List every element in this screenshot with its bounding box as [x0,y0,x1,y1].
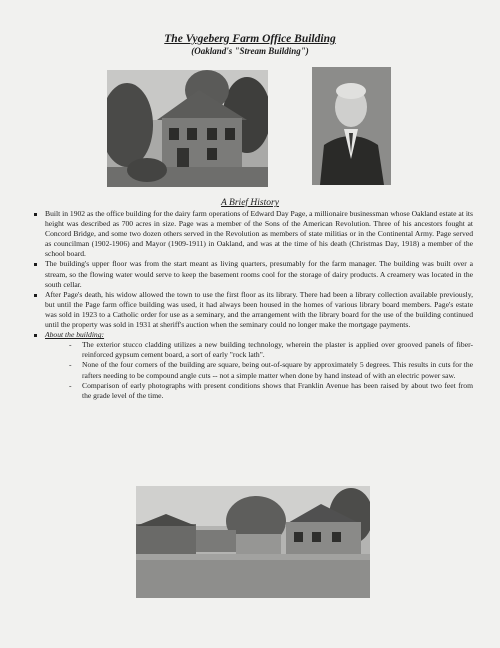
about-heading-item [33,330,473,340]
history-item: The building's upper floor was from the start meant as living quarters, presumably for the farm manager. The building was built over a stream, so the flowing water would serve to keep the basement rooms cool for the storage of dairy products. A creamery was located in the south cellar. [33,259,473,289]
about-item: - Comparison of early photographs with present conditions shows that Franklin Avenue has been raised by about two feet from the grade level of the time. [69,381,473,401]
about-item: - None of the four corners of the building are square, being out-of-square by approximately 5 degrees. This results in cuts for the rafters needing to be compound angle cuts -- not a simple matter when done by hand instead of with an electric power saw. [69,360,473,380]
history-item: After Page's death, his widow allowed the town to use the first floor as its library. There had been a library collection available previously, but until the Page farm office building was used, it had always been housed in the homes of various library board members. Page's estate was sold in 1923 to a Catholic order for use as a seminary, and the arrangement with the library board for the use of the building continued until the property was sold in 1931 at sheriff's auction when the seminary could no longer make the mortgage payments. [33,290,473,330]
about-item: - The exterior stucco cladding utilizes a new building technology, wherein the plaster is applied over grooved panels of fiber-reinforced gypsum cement board, a sort of early "rock lath". [69,340,473,360]
document-subtitle: (Oakland's "Stream Building") [191,46,309,56]
building-photo [107,70,268,187]
portrait-photo [312,67,391,185]
document-title: The Vygeberg Farm Office Building [164,33,336,45]
history-list [33,209,473,401]
history-item: Built in 1902 as the office building for the dairy farm operations of Edward Day Page, a millionaire businessman whose Oakland estate at its height was described as 700 acres in size. Page was a member of the Sons of the American Revolution. Three of his ancestors fought at Concord Bridge, and some two dozen others served in the Revolution as members of state militias or in the Continental Army. Page served as councilman (1902-1906) and Mayor (1909-1911) in Oakland, and was at the time of his death (Christmas Day, 1918) a member of the school board. [33,209,473,259]
section-title: A Brief History [221,198,279,208]
street-photo [136,486,370,598]
about-list [69,340,473,401]
about-title: About the building: [45,330,105,340]
